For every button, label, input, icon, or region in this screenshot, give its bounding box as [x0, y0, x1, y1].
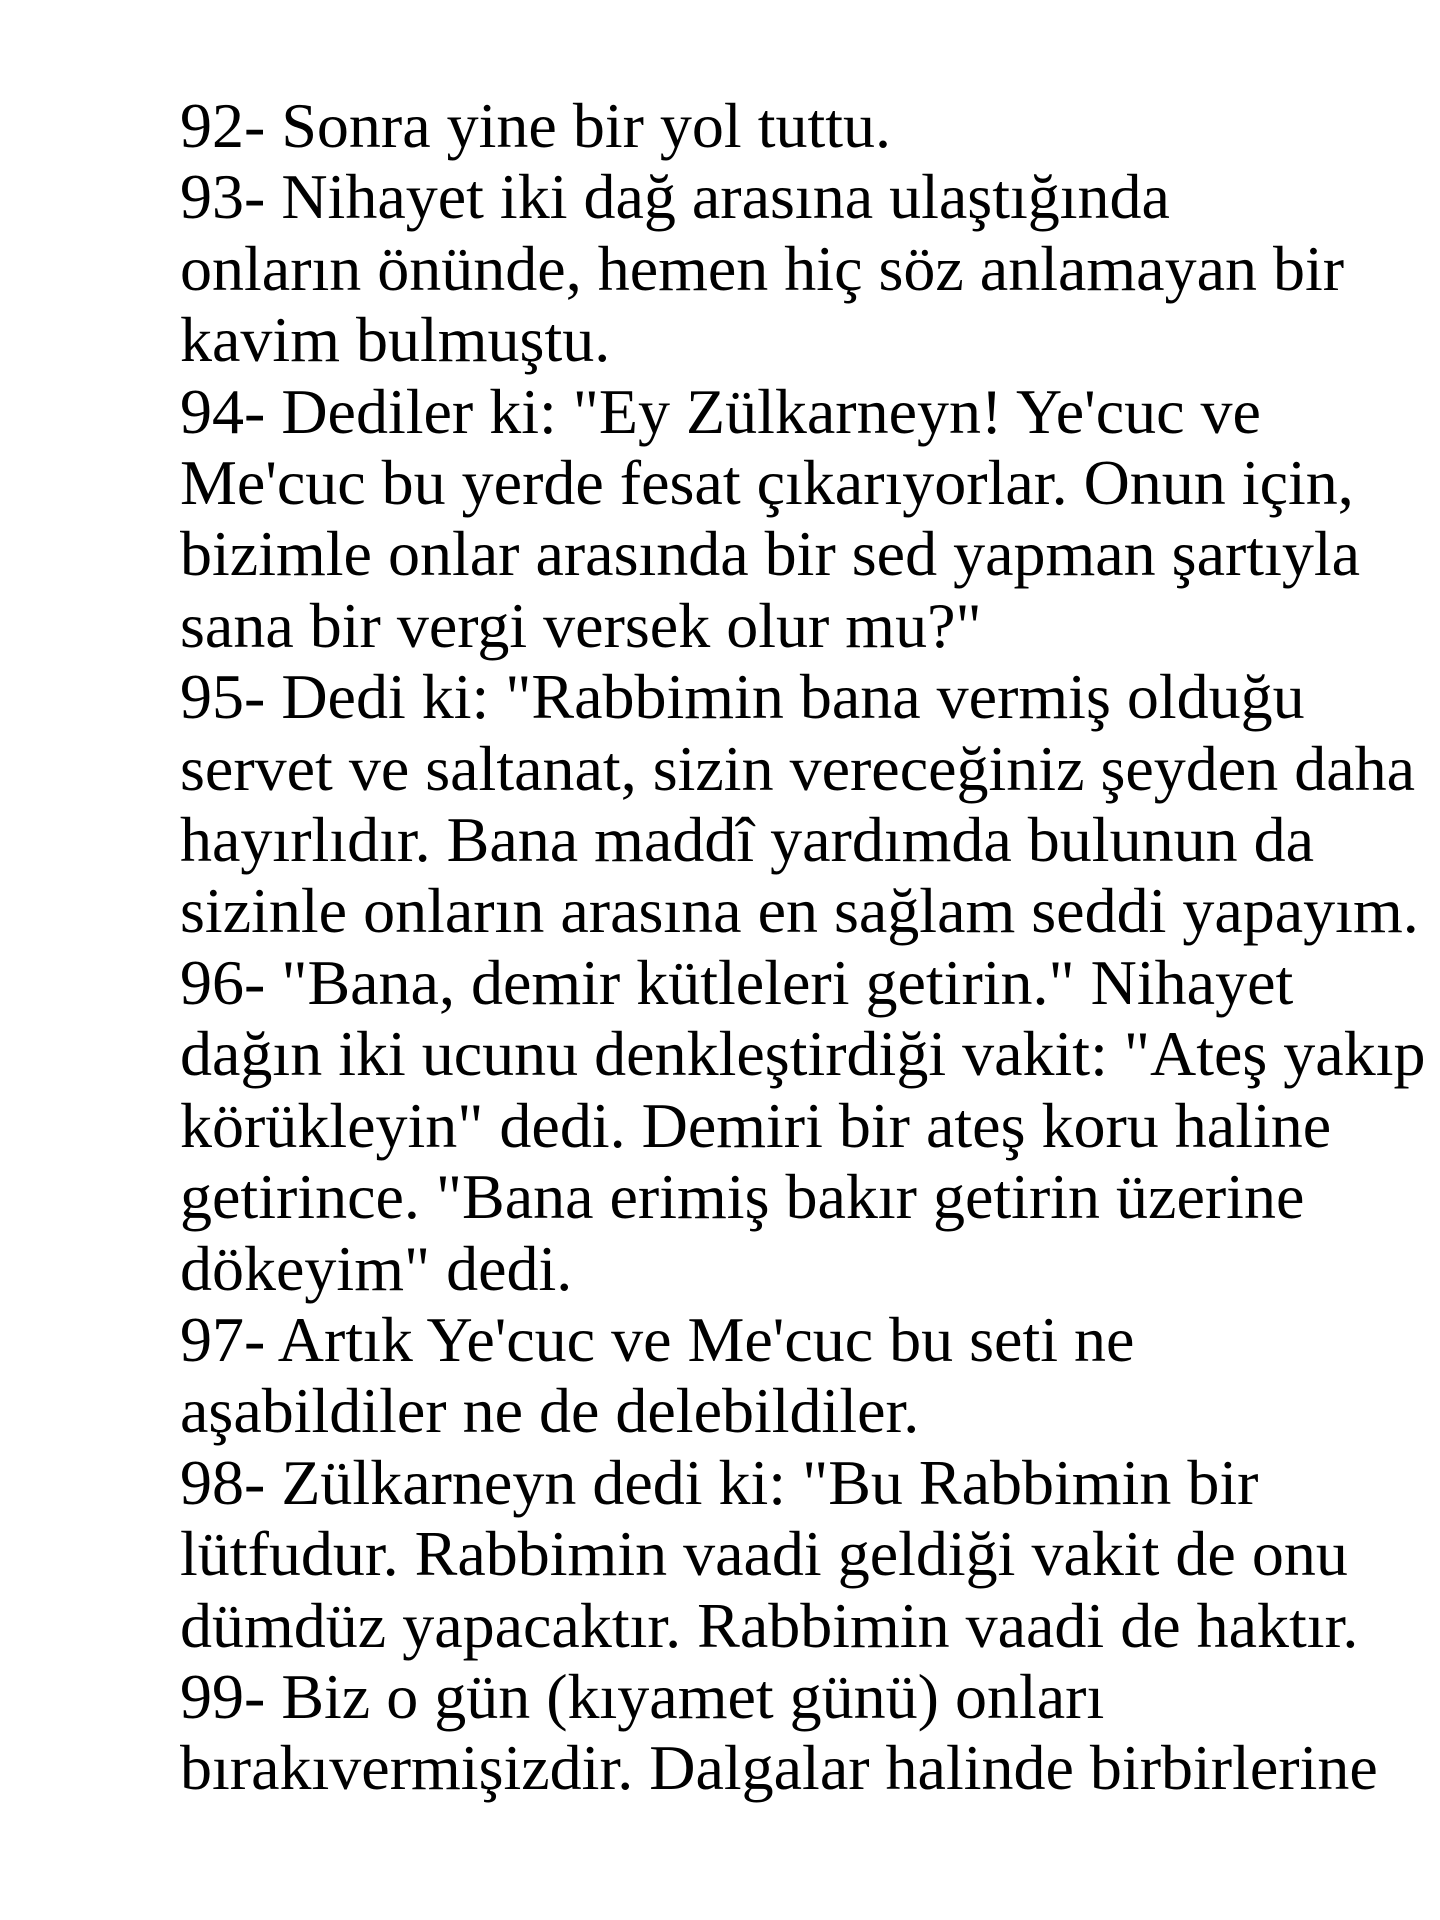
verse-line: kavim bulmuştu.: [180, 304, 611, 376]
verse-98: [84, 1447, 1394, 1661]
verse-94: [84, 376, 1394, 662]
verse-line: servet ve saltanat, sizin vereceğiniz şeyden daha: [180, 732, 1415, 804]
verse-line: onların önünde, hemen hiç söz anlamayan bir: [180, 232, 1345, 304]
verse-line: hayırlıdır. Bana maddî yardımda bulunun da: [180, 804, 1314, 876]
verse-line: 99- Biz o gün (kıyamet günü) onları: [180, 1660, 1105, 1732]
verse-96: [84, 946, 1426, 1304]
verse-line: Me'cuc bu yerde fesat çıkarıyorlar. Onun için,: [180, 447, 1354, 519]
verse-line: 98- Zülkarneyn dedi ki: "Bu Rabbimin bir: [180, 1446, 1259, 1518]
verse-text-block: [84, 90, 1426, 1804]
verse-92: [84, 90, 1394, 161]
verse-line: sana bir vergi versek olur mu?": [180, 589, 982, 661]
verse-line: aşabildiler ne de delebildiler.: [180, 1375, 920, 1447]
verse-line: bizimle onlar arasında bir sed yapman şartıyla: [180, 518, 1361, 590]
verse-line: 93- Nihayet iki dağ arasına ulaştığında: [180, 161, 1170, 233]
verse-93: [84, 161, 1394, 375]
verse-line: sizinle onların arasına en sağlam seddi yapayım.: [180, 875, 1419, 947]
verse-line: körükleyin" dedi. Demiri bir ateş koru haline: [180, 1089, 1332, 1161]
verse-line: 97- Artık Ye'cuc ve Me'cuc bu seti ne: [180, 1303, 1135, 1375]
verse-line: getirince. "Bana erimiş bakır getirin üzerine: [180, 1161, 1305, 1233]
verse-line: dağın iki ucunu denkleştirdiği vakit: "Ateş yakıp: [180, 1018, 1426, 1090]
verse-line: 95- Dedi ki: "Rabbimin bana vermiş olduğu: [180, 661, 1305, 733]
verse-line: 94- Dediler ki: "Ey Zülkarneyn! Ye'cuc ve: [180, 375, 1261, 447]
verse-95: [84, 661, 1419, 947]
verse-line: dökeyim" dedi.: [180, 1232, 573, 1304]
verse-99: [84, 1661, 1394, 1804]
verse-97: [84, 1304, 1394, 1447]
verse-line: 96- "Bana, demir kütleleri getirin." Nihayet: [180, 946, 1294, 1018]
verse-line: lütfudur. Rabbimin vaadi geldiği vakit de onu: [180, 1518, 1348, 1590]
verse-line: bırakıvermişizdir. Dalgalar halinde birbirlerine: [180, 1732, 1378, 1804]
verse-line: 92- Sonra yine bir yol tuttu.: [180, 90, 892, 161]
verse-line: dümdüz yapacaktır. Rabbimin vaadi de haktır.: [180, 1589, 1359, 1661]
